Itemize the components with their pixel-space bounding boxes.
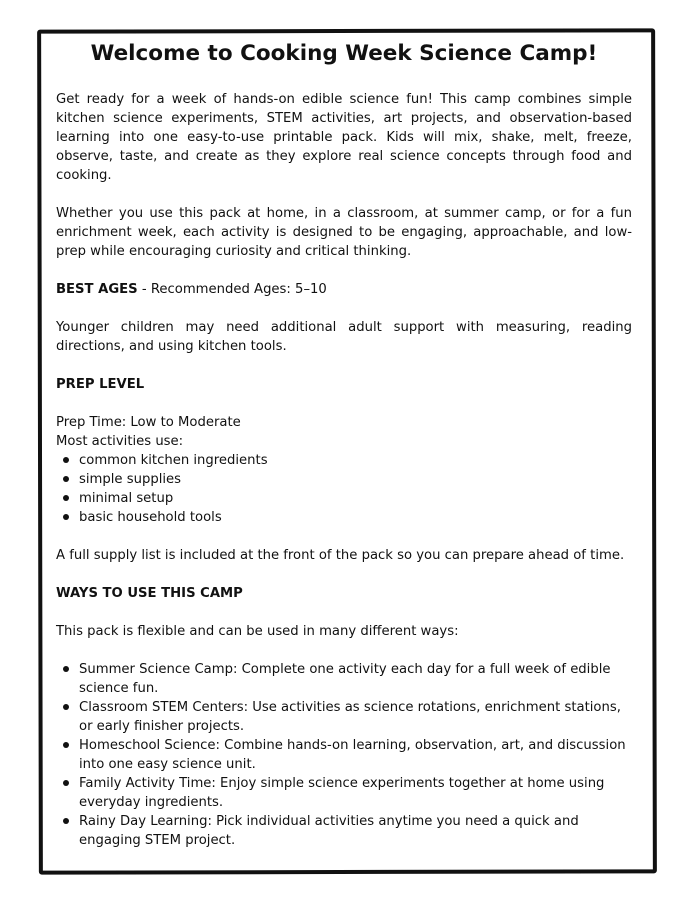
bullet-icon	[63, 818, 69, 824]
list-item: basic household tools	[56, 508, 632, 527]
intro-paragraph-1: Get ready for a week of hands-on edible science fun! This camp combines simple kitchen science experiments, STEM activities, art projects, and observation-based learning into one easy-to-use printable pack. Kids will mix, shake, melt, freeze, observe, taste, and create as they explore real science concepts through food and cooking.	[56, 92, 632, 183]
supply-note: A full supply list is included at the front of the pack so you can prepare ahead of time.	[56, 548, 625, 563]
ways-heading: WAYS TO USE THIS CAMP	[56, 586, 243, 601]
list-item: Summer Science Camp: Complete one activity each day for a full week of edible science fun.	[56, 660, 632, 698]
prep-items-list	[56, 451, 632, 527]
bullet-icon	[63, 495, 69, 501]
bullet-icon	[63, 457, 69, 463]
prep-time: Prep Time: Low to Moderate	[56, 415, 241, 430]
list-item: Classroom STEM Centers: Use activities as science rotations, enrichment stations, or early finisher projects.	[56, 698, 632, 736]
bullet-icon	[63, 780, 69, 786]
prep-level-heading: PREP LEVEL	[56, 377, 145, 392]
best-ages-note: Younger children may need additional adult support with measuring, reading directions, and using kitchen tools.	[56, 320, 632, 354]
bullet-icon	[63, 666, 69, 672]
intro-paragraph-2: Whether you use this pack at home, in a classroom, at summer camp, or for a fun enrichment week, each activity is designed to be engaging, approachable, and low-prep while encouraging curiosity and critical thinking.	[56, 206, 632, 259]
best-ages-text: - Recommended Ages: 5–10	[137, 282, 327, 297]
list-item: Rainy Day Learning: Pick individual activities anytime you need a quick and engaging STEM project.	[56, 812, 632, 850]
ways-list	[56, 660, 632, 850]
list-item: common kitchen ingredients	[56, 451, 632, 470]
list-item: simple supplies	[56, 470, 632, 489]
list-item: minimal setup	[56, 489, 632, 508]
document-content	[56, 38, 632, 850]
list-item: Family Activity Time: Enjoy simple science experiments together at home using everyday ingredients.	[56, 774, 632, 812]
list-item: Homeschool Science: Combine hands-on learning, observation, art, and discussion into one easy science unit.	[56, 736, 632, 774]
bullet-icon	[63, 742, 69, 748]
bullet-icon	[63, 514, 69, 520]
best-ages-heading: BEST AGES	[56, 282, 138, 297]
page-title: Welcome to Cooking Week Science Camp!	[90, 41, 598, 66]
bullet-icon	[63, 704, 69, 710]
best-ages-line	[56, 280, 632, 299]
ways-lead-in: This pack is flexible and can be used in many different ways:	[56, 624, 459, 639]
bullet-icon	[63, 476, 69, 482]
prep-lead-in: Most activities use:	[56, 434, 184, 449]
